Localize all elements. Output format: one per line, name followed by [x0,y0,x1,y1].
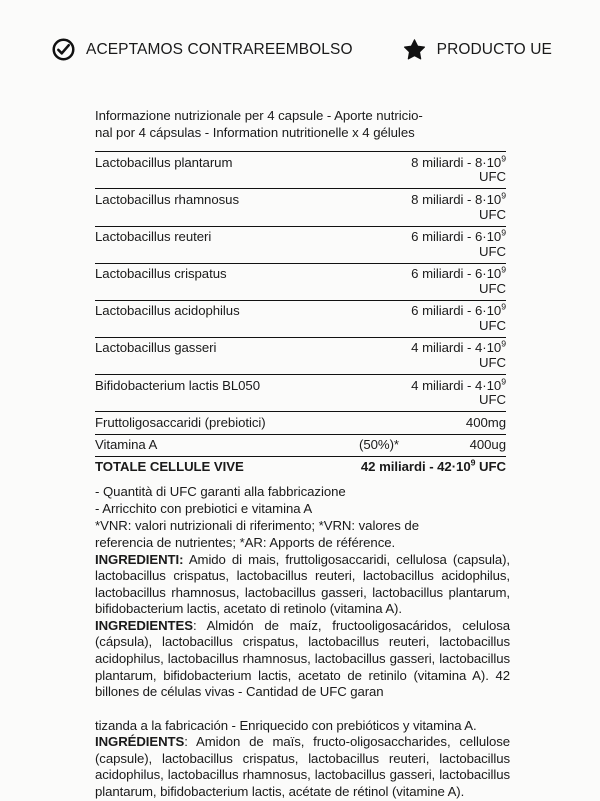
row-name: Lactobacillus gasseri [95,338,307,375]
panel-title-line-1: Informazione nutrizionale per 4 capsule - Aporte nutricio- [95,108,423,123]
row-amount: 400ug [399,434,506,456]
row-mid [307,263,399,300]
table-row-fos [95,412,506,434]
row-mid [307,338,399,375]
ingredients-french-text: : Amidon de maïs, fructo-oligosaccharides, cellulose (capsule), lactobacillus crispatus, lactobacillus reuteri, lactobacillus acidophilus, lactobacillus rhamnosus, lactobacillus gasseri, lactobacillus plantarum, bifidobacterium lactis, acétate de rétinol (vitamine A). [95,734,510,799]
row-name: Lactobacillus plantarum [95,152,307,189]
row-name: Lactobacillus rhamnosus [95,189,307,226]
badge-cash-on-delivery [52,38,353,61]
note-vnr-line-1: *VNR: valori nutrizionali di riferimento; *VRN: valores de [95,517,419,533]
row-percent-rda: (50%)* [307,434,399,456]
panel-title [95,107,510,141]
row-amount: 400mg [399,412,506,434]
badge-label: PRODUCTO UE [436,40,552,58]
row-name: Vitamina A [95,434,307,456]
row-amount: 6 miliardi - $6\cdot 10^9$ UFC [399,300,506,337]
row-mid [307,300,399,337]
row-amount: 6 miliardi - $6\cdot 10^9$ UFC [399,263,506,300]
table-row [95,300,506,337]
row-name: Lactobacillus crispatus [95,263,307,300]
ingredients-italian-label: INGREDIENTI: [95,551,184,567]
ingredients-spanish-text: : Almidón de maíz, fructooligosacáridos, celulosa (cápsula), lactobacillus crispatus, lactobacillus reuteri, lactobacillus acidophilus, lactobacillus rhamnosus, lactobacillus gasseri, lactobacillus plantarum, bifidobacterium lactis, acetato de retinilo (vitamina A). 42 billones de células vivas - Cantidad de UFC garan [95,617,510,700]
badge-eu-product [403,38,552,61]
ingredients-spanish-label: INGREDIENTES [95,617,193,633]
row-amount: 6 miliardi - $6\cdot 10^9$ UFC [399,226,506,263]
row-mid [307,189,399,226]
nutrition-table-body [95,152,506,479]
note-bullet-1: - Quantità di UFC garanti alla fabbricazione [95,483,346,499]
row-amount: 8 miliardi - $8\cdot 10^9$ UFC [399,189,506,226]
total-label: TOTALE CELLULE VIVE [95,457,307,479]
star-icon [403,38,426,61]
row-amount: 8 miliardi - $8\cdot 10^9$ UFC [399,152,506,189]
table-row [95,189,506,226]
table-row [95,338,506,375]
table-row-vitamin-a [95,434,506,456]
table-row-total [95,457,506,479]
row-amount: 4 miliardi - $4\cdot 10^9$ UFC [399,338,506,375]
nutrition-label-panel [0,107,600,801]
row-mid [307,226,399,263]
row-name: Lactobacillus reuteri [95,226,307,263]
table-row [95,263,506,300]
table-row [95,226,506,263]
nutrition-table [95,151,506,478]
badge-label: ACEPTAMOS CONTRAREEMBOLSO [86,40,353,58]
table-row [95,375,506,412]
badge-bar [0,0,600,61]
ingredients-italian-text: Amido di mais, fruttoligosaccaridi, cellulosa (capsula), lactobacillus crispatus, lactobacillus reuteri, lactobacillus acidophilus, lactobacillus rhamnosus, lactobacillus gasseri, lactobacillus plantarum, bifidobacterium lactis, acetato di retinolo (vitamina A). [95,551,510,617]
ingredients-french-label: INGRÉDIENTS [95,734,185,750]
panel-title-line-2: nal por 4 cápsulas - Information nutritionelle x 4 gélules [95,125,415,141]
notes-block [95,483,510,551]
row-mid [307,375,399,412]
total-amount: 42 miliardi - $42\cdot 10^9$ UFC [307,457,506,479]
ingredients-spanish-continuation: tizanda a la fabricación - Enriquecido con prebióticos y vitamina A. [95,717,477,733]
row-name: Fruttoligosaccaridi (prebiotici) [95,412,307,434]
ingredients-spanish [95,618,510,701]
row-mid [307,412,399,434]
ingredients-french [95,734,510,800]
table-row [95,152,506,189]
row-name: Bifidobacterium lactis BL050 [95,375,307,412]
row-mid [307,152,399,189]
paragraph-spacer [95,701,510,718]
check-circle-icon [52,38,75,61]
note-bullet-2: - Arricchito con prebiotici e vitamina A [95,500,313,516]
note-vnr-line-2: referencia de nutrientes; *AR: Apports de référence. [95,534,396,550]
ingredients-italian [95,552,510,618]
row-name: Lactobacillus acidophilus [95,300,307,337]
row-amount: 4 miliardi - $4\cdot 10^9$ UFC [399,375,506,412]
